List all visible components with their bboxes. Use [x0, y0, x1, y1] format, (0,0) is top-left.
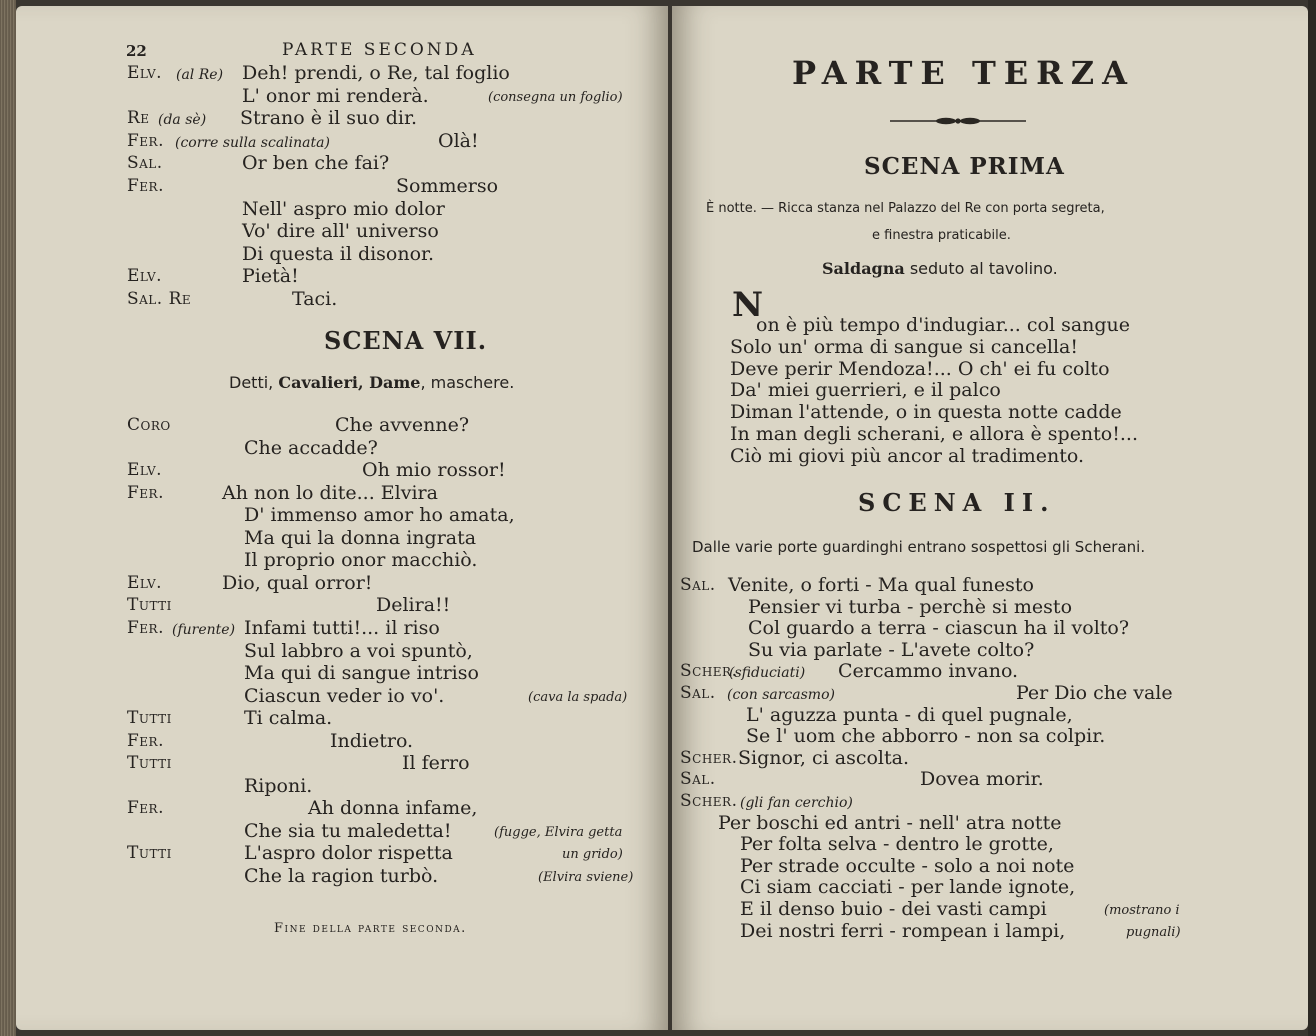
scene-vii-desc-pre: Detti, [229, 373, 274, 392]
verse-line: L' onor mi renderà. [242, 84, 429, 107]
speaker-name: Elv. [127, 266, 163, 287]
speaker-name: Elv. [127, 63, 163, 83]
speaker-name: Fer. [127, 176, 164, 196]
speaker-name: Coro [127, 415, 171, 435]
stage-direction: (con sarcasmo) [727, 687, 835, 703]
scene-vii-desc-post: , maschere. [420, 373, 515, 392]
verse-line: Il proprio onor macchiò. [244, 549, 478, 572]
speaker-name: Re [127, 108, 150, 129]
speaker-name: Tutti [127, 595, 172, 616]
verse-line: Riponi. [244, 774, 313, 797]
scena-prima-character-line [822, 258, 1058, 280]
stage-direction-right: un grido) [562, 847, 623, 863]
verse-line: Signor, ci ascolta. [738, 746, 909, 769]
verse-line: Per strade occulte - solo a noi note [740, 854, 1075, 877]
verse-line: Dei nostri ferri - rompean i lampi, [740, 919, 1066, 942]
speaker-name: Fer. [127, 617, 164, 638]
verse-line: Ah donna infame, [308, 797, 478, 820]
verse-line: Ciascun veder io vo'. [244, 684, 445, 707]
scene-vii-title: SCENA VII. [324, 326, 488, 355]
verse-line: Che accadde? [244, 436, 378, 459]
verse-line: Oh mio rossor! [362, 459, 506, 482]
speaker-name: Elv. [127, 460, 163, 481]
stage-direction: (da sè) [158, 112, 207, 129]
verse-line: Ah non lo dite... Elvira [222, 481, 438, 504]
verse-line: Indietro. [330, 729, 414, 752]
verse-line: Dovea morir. [920, 768, 1044, 791]
speaker-name: Tutti [127, 843, 172, 864]
page-edges [0, 0, 16, 1036]
speaker-name: Elv. [127, 572, 163, 593]
right-edge [1308, 0, 1316, 1036]
speaker-name: Tutti [127, 753, 172, 774]
verse-line: Venite, o forti - Ma qual funesto [728, 574, 1034, 596]
verse-line: E il denso buio - dei vasti campi [740, 898, 1047, 920]
verse-line: Nell' aspro mio dolor [242, 197, 445, 220]
speaker-name: Fer. [127, 730, 164, 751]
verse-line: Di questa il disonor. [242, 242, 435, 265]
verse-line: Strano è il suo dir. [240, 107, 417, 130]
verse-line: Ti calma. [244, 707, 333, 730]
monologue-line: on è più tempo d'indugiar... col sangue [756, 314, 1131, 336]
character-saldagna-post: seduto al tavolino. [909, 259, 1058, 278]
stage-direction-right: (fugge, Elvira getta [494, 824, 623, 840]
scena-ii-title: SCENA II. [858, 488, 1056, 517]
verse-line: Ma qui la donna ingrata [244, 526, 477, 549]
ornament-rule [890, 117, 1026, 125]
stage-direction: (al Re) [176, 67, 224, 83]
verse-line: Infami tutti!... il riso [244, 616, 440, 639]
monologue-line: Ciò mi giovi più ancor al tradimento. [730, 444, 1085, 467]
verse-line: Col guardo a terra - ciascun ha il volto? [748, 617, 1130, 640]
scene-vii-desc [229, 372, 514, 394]
scena-prima-desc-2: e finestra praticabile. [872, 228, 1011, 243]
verse-line: L'aspro dolor rispetta [244, 842, 453, 865]
drop-cap-n: N [732, 285, 764, 325]
running-head: PARTE SECONDA [282, 40, 477, 60]
verse-line: Sul labbro a voi spuntò, [244, 639, 473, 662]
verse-line: Che la ragion turbò. [244, 865, 439, 887]
verse-line: Olà! [438, 129, 479, 152]
verse-line: Sommerso [396, 175, 499, 197]
speaker-name: Scher. [680, 661, 738, 682]
scena-prima-desc-1: È notte. — Ricca stanza nel Palazzo del Re con porta segreta, [706, 201, 1105, 216]
parte-terza-title: PARTE TERZA [792, 54, 1135, 92]
speaker-name: Sal. [680, 683, 716, 703]
speaker-name: Sal. [127, 153, 163, 174]
verse-line: D' immenso amor ho amata, [244, 504, 515, 527]
verse-line: Che avvenne? [335, 414, 470, 436]
verse-line: Pietà! [242, 265, 299, 288]
stage-direction: (gli fan cerchio) [740, 795, 853, 811]
stage-direction-right: pugnali) [1126, 924, 1181, 940]
verse-line: Su via parlate - L'avete colto? [748, 638, 1035, 661]
stage-direction-right: (consegna un foglio) [488, 89, 623, 105]
verse-line: Dio, qual orror! [222, 571, 373, 594]
verse-line: Che sia tu maledetta! [244, 819, 452, 842]
speaker-name: Fer. [127, 482, 164, 503]
speaker-name: Scher. [680, 791, 738, 811]
stage-direction: (corre sulla scalinata) [175, 134, 330, 151]
speaker-name: Sal. [680, 769, 716, 790]
verse-line: Ci siam cacciati - per lande ignote, [740, 876, 1076, 899]
monologue-line: Solo un' orma di sangue si cancella! [730, 335, 1079, 358]
monologue-line: Diman l'attende, o in questa notte cadde [730, 401, 1122, 424]
verse-line: Ma qui di sangue intriso [244, 662, 479, 685]
verse-line: Deh! prendi, o Re, tal foglio [242, 62, 510, 84]
verse-line: L' aguzza punta - di quel pugnale, [746, 703, 1073, 726]
speaker-name: Tutti [127, 708, 172, 729]
scena-ii-desc: Dalle varie porte guardinghi entrano sospettosi gli Scherani. [692, 538, 1146, 556]
speaker-name: Fer. [127, 798, 164, 819]
verse-line: Or ben che fai? [242, 152, 390, 175]
speaker-name: Sal. [680, 575, 716, 595]
monologue-line: Deve perir Mendoza!... O ch' ei fu colto [730, 357, 1110, 380]
monologue-line: In man degli scherani, e allora è spento!... [730, 423, 1138, 445]
stage-direction-right: (Elvira sviene) [538, 870, 634, 885]
page-number: 22 [126, 42, 147, 60]
verse-line: Delira!! [376, 594, 451, 617]
verse-line: Il ferro [402, 752, 470, 775]
character-saldagna: Saldagna [822, 259, 905, 278]
verse-line: Taci. [292, 288, 338, 310]
verse-line: Per folta selva - dentro le grotte, [740, 833, 1054, 856]
verse-line: Per boschi ed antri - nell' atra notte [718, 811, 1062, 834]
stage-direction-right: (cava la spada) [528, 689, 628, 705]
scena-prima-title: SCENA PRIMA [864, 153, 1065, 180]
verse-line: Per Dio che vale [1016, 682, 1173, 704]
speaker-name: Scher. [680, 747, 738, 768]
monologue-line: Da' miei guerrieri, e il palco [730, 379, 1001, 402]
scene-vii-desc-bold: Cavalieri, Dame [278, 373, 421, 392]
stage-direction: (sfiduciati) [729, 665, 806, 682]
left-footer: Fine della parte seconda. [274, 921, 467, 936]
verse-line: Se l' uom che abborro - non sa colpir. [746, 725, 1106, 748]
speaker-name: Fer. [127, 130, 164, 151]
verse-line: Vo' dire all' universo [242, 220, 439, 243]
verse-line: Cercammo invano. [838, 660, 1019, 683]
stage-direction: (furente) [172, 621, 236, 638]
stage-direction-right: (mostrano i [1104, 903, 1180, 918]
speaker-name: Sal. Re [127, 289, 192, 309]
verse-line: Pensier vi turba - perchè si mesto [748, 595, 1073, 618]
